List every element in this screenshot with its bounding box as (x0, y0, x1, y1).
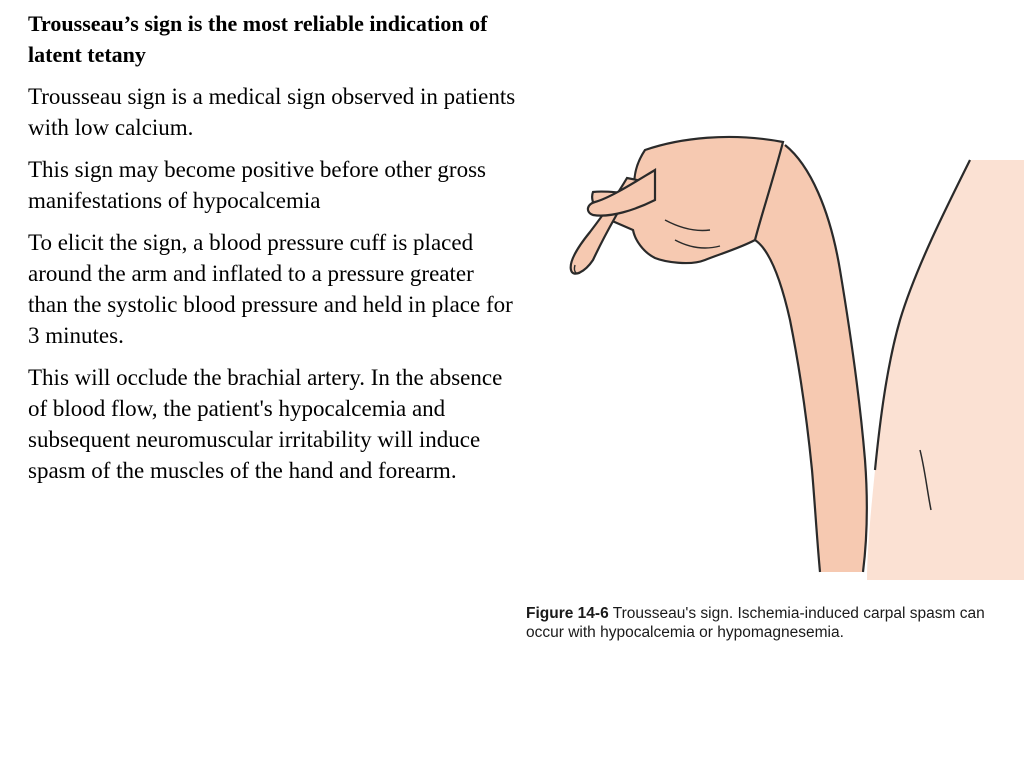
caption-line-2: occur with hypocalcemia or hypomagnesemia. (526, 624, 844, 641)
paragraph-elicit-sign: To elicit the sign, a blood pressure cuff is placed around the arm and inflated to a pressure greater than the systolic blood pressure and held in place for 3 minutes. (28, 230, 513, 348)
hand-arm-drawing (515, 120, 1024, 600)
caption-text-1: Trousseau's sign. Ischemia-induced carpal spasm can (608, 605, 985, 622)
figure-caption (526, 604, 1024, 642)
upper-arm-shape (867, 160, 1024, 580)
paragraph-occlude-artery: This will occlude the brachial artery. In the absence of blood flow, the patient's hypocalcemia and subsequent neuromuscular irritability will induce spasm of the muscles of the hand and forearm. (28, 365, 503, 483)
caption-line-1 (526, 604, 1024, 623)
paragraph-positive-before: This sign may become positive before other gross manifestations of hypocalcemia (28, 157, 486, 213)
text-column (28, 8, 518, 497)
paragraph-low-calcium: Trousseau sign is a medical sign observed in patients with low calcium. (28, 84, 516, 140)
caption-label: Figure 14-6 (526, 605, 609, 622)
slide-heading: Trousseau’s sign is the most reliable indication of latent tetany (28, 11, 488, 67)
trousseau-sign-illustration (515, 120, 1024, 660)
